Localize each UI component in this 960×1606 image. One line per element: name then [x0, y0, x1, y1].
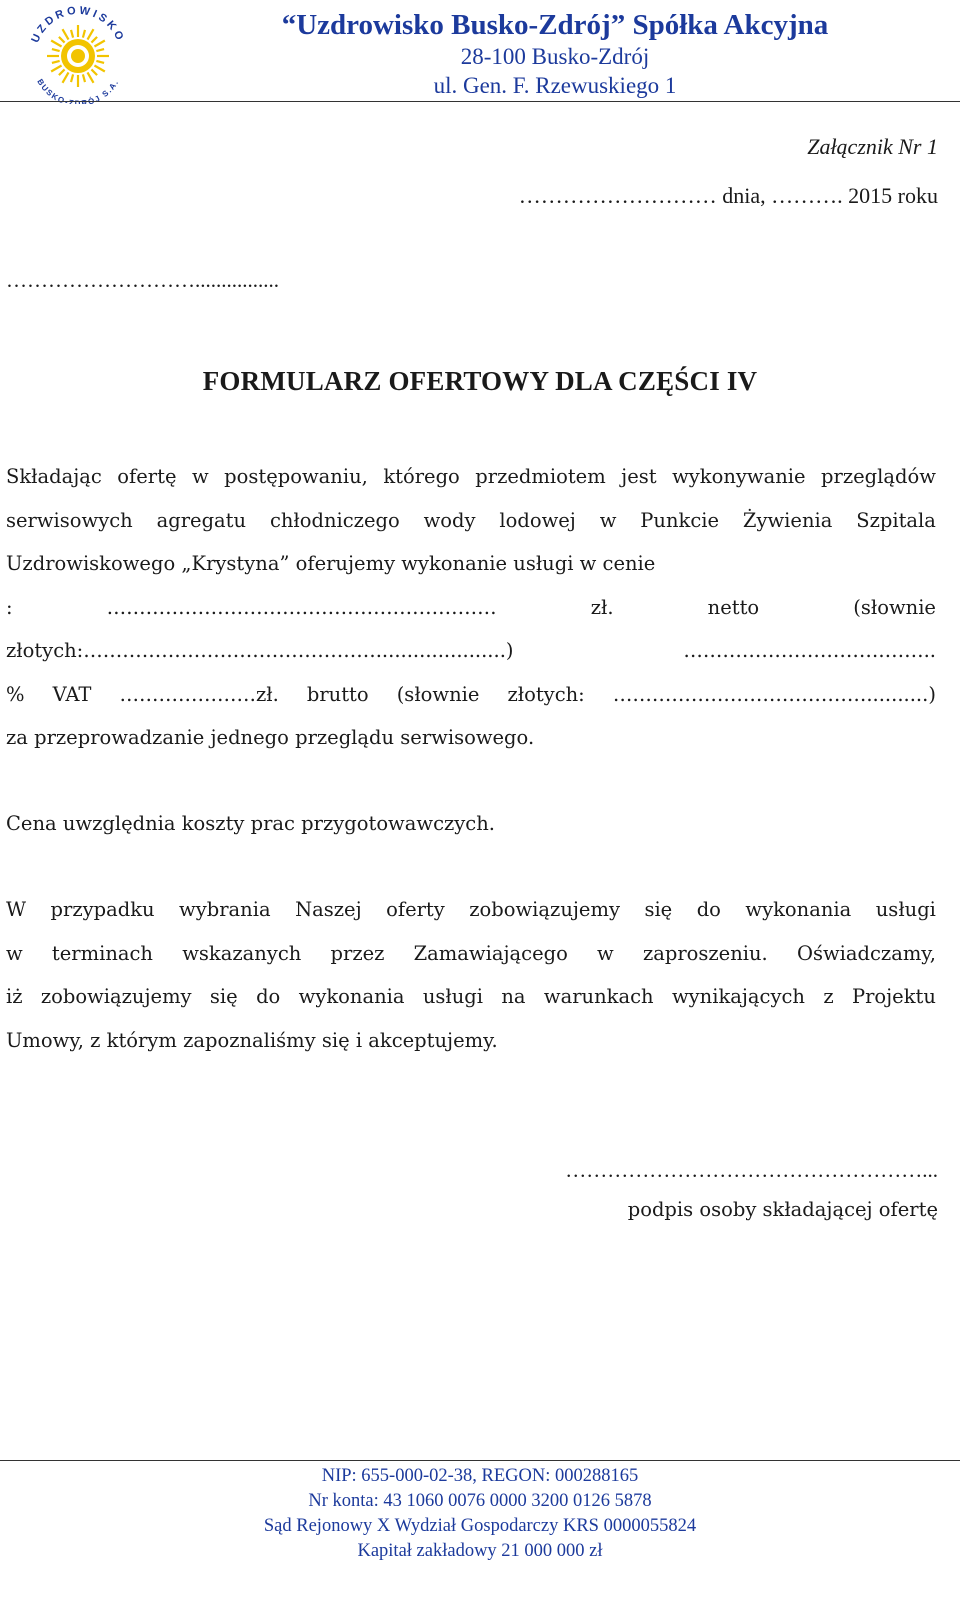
offer-line	[6, 594, 936, 622]
signature-label: podpis osoby składającej ofertę	[627, 1198, 938, 1221]
offer-line	[6, 724, 936, 752]
word: do	[256, 985, 281, 1008]
word: wynikających	[671, 985, 805, 1008]
word: chłodniczego	[269, 508, 400, 532]
form-title: FORMULARZ OFERTOWY DLA CZĘŚCI IV	[202, 366, 758, 396]
word: w	[599, 508, 617, 532]
annex-label: Załącznik Nr 1	[807, 134, 938, 159]
logo-text-top: UZDROWISKO	[29, 4, 127, 45]
word: w	[191, 465, 209, 488]
word: w	[6, 941, 23, 965]
word: usługi	[875, 898, 936, 921]
place-line: ………………………................	[6, 268, 279, 292]
footer-line: Kapitał zakładowy 21 000 000 zł	[357, 1541, 603, 1561]
date-line: ……………………… dnia, ………. 2015 roku	[518, 183, 938, 208]
word: oferty	[386, 898, 445, 921]
word: przez	[330, 941, 385, 965]
word: ……………………………………………………	[106, 595, 497, 619]
signature-line: ……………………………………………...	[565, 1158, 938, 1182]
word: z	[823, 985, 834, 1008]
company-header	[150, 8, 960, 100]
costs-note-text: Cena uwzględnia koszty prac przygotowawczych.	[6, 812, 495, 835]
word: VAT	[52, 682, 92, 706]
word: wybrania	[179, 898, 271, 921]
word: na	[501, 985, 526, 1008]
obligation-line	[6, 983, 936, 1011]
offer-line	[6, 463, 936, 491]
company-name: “Uzdrowisko Busko-Zdrój” Spółka Akcyjna	[281, 9, 829, 41]
offer-line	[6, 550, 936, 578]
word: lodowej	[499, 508, 576, 532]
word: (słownie	[396, 682, 480, 706]
word: netto	[707, 595, 760, 619]
word: zobowiązujemy	[40, 985, 192, 1008]
word: zł.	[590, 595, 614, 619]
word: jest	[621, 465, 657, 488]
company-logo	[22, 4, 134, 104]
word: wskazanych	[182, 941, 302, 965]
word: brutto	[306, 682, 369, 706]
obligation-line	[6, 896, 936, 924]
word: wody	[423, 508, 476, 532]
word: złotych:	[507, 682, 585, 706]
footer-line: Nr konta: 43 1060 0076 0000 3200 0126 5878	[308, 1491, 652, 1511]
word: ofertę	[117, 465, 177, 488]
word: przedmiotem	[475, 465, 606, 488]
word: Składając	[6, 465, 102, 488]
word: Uzdrowiskowego „Krystyna” oferujemy wykonanie usługi w cenie	[6, 552, 656, 575]
offer-line	[6, 637, 936, 665]
svg-text:UZDROWISKO	[29, 5, 126, 45]
word: iż	[6, 985, 23, 1008]
footer-line: NIP: 655-000-02-38, REGON: 000288165	[321, 1466, 639, 1486]
word: usługi	[422, 985, 484, 1008]
word: przeglądów	[821, 465, 936, 488]
footer-line: Sąd Rejonowy X Wydział Gospodarczy KRS 0000055824	[263, 1516, 697, 1536]
word: agregatu	[156, 508, 247, 532]
word: serwisowych	[6, 508, 133, 532]
word: Punkcie	[640, 508, 720, 532]
word: Projektu	[851, 985, 936, 1008]
obligation-line	[6, 940, 936, 968]
word: Umowy, z którym zapoznaliśmy się i akceptujemy.	[6, 1028, 498, 1052]
logo-text-bottom: BUSKO-ZDRÓJ S.A.	[35, 77, 121, 104]
word: w	[597, 941, 614, 965]
word: :	[6, 595, 13, 619]
word: %	[6, 682, 25, 706]
word: …………………………………..........)	[612, 682, 936, 706]
word: terminach	[51, 941, 153, 965]
word: wykonania	[298, 985, 405, 1008]
word: (słownie	[853, 595, 936, 619]
word: zaproszeniu.	[642, 941, 768, 965]
company-footer	[0, 1464, 960, 1564]
word: za przeprowadzanie jednego przeglądu serwisowego.	[6, 726, 535, 749]
word: warunkach	[543, 985, 654, 1008]
word: …………………zł.	[119, 682, 279, 706]
company-street: ul. Gen. F. Rzewuskiego 1	[433, 73, 677, 98]
word: wykonywanie	[672, 465, 806, 488]
footer-divider	[0, 1460, 960, 1461]
word: Zamawiającego	[413, 941, 568, 965]
word: złotych:……………………………………….....................)	[6, 639, 514, 662]
offer-line	[6, 681, 936, 709]
word: się	[644, 898, 673, 921]
word: którego	[383, 465, 460, 488]
word: postępowaniu,	[224, 465, 368, 488]
sun-emblem-icon	[22, 4, 134, 104]
word: zobowiązujemy	[469, 898, 620, 921]
word: Żywienia	[742, 508, 833, 532]
word: Szpitala	[856, 508, 936, 532]
header-divider	[0, 101, 960, 102]
offer-line	[6, 507, 936, 535]
word: przypadku	[50, 898, 155, 921]
word: ………………………….……..	[683, 639, 936, 662]
word: wykonania	[745, 898, 852, 921]
company-postal: 28-100 Busko-Zdrój	[460, 44, 650, 69]
obligation-line	[6, 1027, 936, 1055]
word: W	[6, 898, 27, 921]
word: Oświadczamy,	[796, 941, 936, 965]
word: się	[209, 985, 238, 1008]
word: Naszej	[295, 898, 362, 921]
word: do	[696, 898, 721, 921]
